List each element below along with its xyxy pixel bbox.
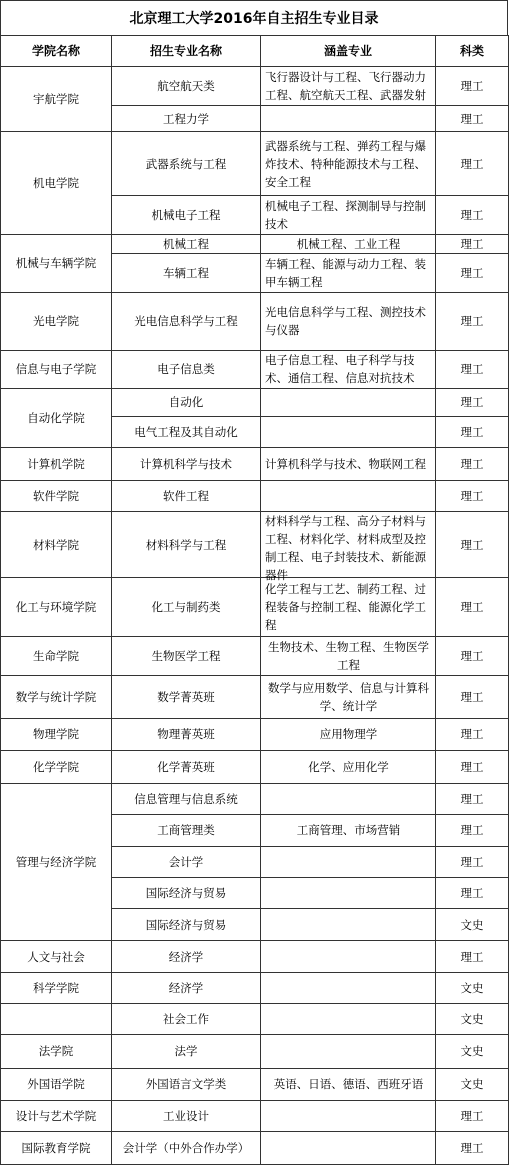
category-cell: 理工 [436, 846, 509, 877]
covered-cell: 计算机科学与技术、物联网工程 [261, 447, 436, 480]
major-cell: 工业设计 [112, 1100, 261, 1131]
table-row [1, 447, 509, 480]
covered-cell [261, 973, 436, 1004]
major-cell: 航空航天类 [112, 67, 261, 106]
school-cell [1, 1004, 112, 1035]
major-catalog-table [0, 35, 509, 1165]
major-cell: 机械电子工程 [112, 196, 261, 235]
table-row [1, 1131, 509, 1164]
major-cell: 外国语言文学类 [112, 1068, 261, 1100]
category-cell: 理工 [436, 814, 509, 846]
covered-cell: 电子信息工程、电子科学与技术、通信工程、信息对抗技术 [261, 350, 436, 388]
category-cell: 理工 [436, 578, 509, 637]
school-cell: 国际教育学院 [1, 1131, 112, 1164]
table-row [1, 67, 509, 106]
covered-cell: 化学工程与工艺、制药工程、过程装备与控制工程、能源化学工程 [261, 578, 436, 637]
category-cell: 理工 [436, 106, 509, 132]
school-cell: 物理学院 [1, 718, 112, 750]
school-cell: 材料学院 [1, 512, 112, 578]
category-cell: 理工 [436, 416, 509, 447]
school-cell: 机械与车辆学院 [1, 235, 112, 292]
category-cell: 理工 [436, 512, 509, 578]
covered-cell [261, 512, 436, 583]
category-cell: 理工 [436, 718, 509, 750]
major-cell: 法学 [112, 1035, 261, 1068]
page-title: 北京理工大学2016年自主招生专业目录 [0, 0, 508, 35]
school-cell: 管理与经济学院 [1, 783, 112, 940]
major-cell: 物理菁英班 [112, 718, 261, 750]
category-cell: 理工 [436, 1100, 509, 1131]
covered-cell [261, 416, 436, 447]
header-category: 科类 [436, 36, 509, 67]
major-cell: 生物医学工程 [112, 637, 261, 675]
major-cell: 化学菁英班 [112, 750, 261, 783]
covered-cell: 机械电子工程、探测制导与控制技术 [261, 196, 436, 235]
table-header-row [1, 36, 509, 67]
table-row [1, 388, 509, 416]
category-cell: 理工 [436, 254, 509, 292]
table-row [1, 1068, 509, 1100]
covered-cell: 英语、日语、德语、西班牙语 [261, 1068, 436, 1100]
table-row [1, 1035, 509, 1068]
school-cell: 人文与社会 [1, 941, 112, 973]
school-cell: 生命学院 [1, 637, 112, 675]
covered-cell: 应用物理学 [261, 718, 436, 750]
table-row [1, 132, 509, 196]
school-cell: 科学学院 [1, 973, 112, 1004]
covered-cell: 机械工程、工业工程 [261, 235, 436, 254]
category-cell: 文史 [436, 909, 509, 941]
category-cell: 理工 [436, 941, 509, 973]
covered-cell [261, 481, 436, 512]
covered-cell: 化学、应用化学 [261, 750, 436, 783]
major-cell: 工程力学 [112, 106, 261, 132]
covered-cell [261, 1035, 436, 1068]
school-cell: 化学学院 [1, 750, 112, 783]
covered-cell: 光电信息科学与工程、测控技术与仪器 [261, 292, 436, 350]
table-row [1, 783, 509, 814]
covered-cell [261, 1004, 436, 1035]
table-row [1, 675, 509, 718]
category-cell: 理工 [436, 388, 509, 416]
category-cell: 理工 [436, 350, 509, 388]
table-row [1, 235, 509, 254]
category-cell: 理工 [436, 447, 509, 480]
table-row [1, 941, 509, 973]
covered-cell: 工商管理、市场营销 [261, 814, 436, 846]
category-cell: 理工 [436, 1131, 509, 1164]
covered-cell [261, 1100, 436, 1131]
major-cell: 武器系统与工程 [112, 132, 261, 196]
category-cell: 理工 [436, 132, 509, 196]
category-cell: 理工 [436, 481, 509, 512]
covered-cell [261, 106, 436, 132]
major-cell: 电气工程及其自动化 [112, 416, 261, 447]
covered-cell: 车辆工程、能源与动力工程、装甲车辆工程 [261, 254, 436, 292]
covered-cell [261, 878, 436, 909]
covered-text: 材料科学与工程、高分子材料与工程、材料化学、材料成型及控制工程、电子封装技术、新能源器件 [265, 514, 426, 583]
table-row [1, 578, 509, 637]
table-row [1, 718, 509, 750]
category-cell: 理工 [436, 750, 509, 783]
category-cell: 文史 [436, 973, 509, 1004]
category-cell: 文史 [436, 1035, 509, 1068]
major-cell: 国际经济与贸易 [112, 878, 261, 909]
major-cell: 经济学 [112, 973, 261, 1004]
table-row [1, 292, 509, 350]
school-cell: 设计与艺术学院 [1, 1100, 112, 1131]
category-cell: 理工 [436, 67, 509, 106]
table-row [1, 512, 509, 578]
school-cell: 宇航学院 [1, 67, 112, 132]
category-cell: 理工 [436, 878, 509, 909]
school-cell: 计算机学院 [1, 447, 112, 480]
major-cell: 会计学（中外合作办学） [112, 1131, 261, 1164]
table-row [1, 637, 509, 675]
covered-cell: 生物技术、生物工程、生物医学工程 [261, 637, 436, 675]
covered-cell [261, 909, 436, 941]
school-cell: 法学院 [1, 1035, 112, 1068]
major-cell: 信息管理与信息系统 [112, 783, 261, 814]
major-cell: 软件工程 [112, 481, 261, 512]
major-cell: 化工与制药类 [112, 578, 261, 637]
major-cell: 计算机科学与技术 [112, 447, 261, 480]
major-cell: 数学菁英班 [112, 675, 261, 718]
major-cell: 会计学 [112, 846, 261, 877]
covered-cell [261, 846, 436, 877]
major-cell: 电子信息类 [112, 350, 261, 388]
major-cell: 车辆工程 [112, 254, 261, 292]
category-cell: 理工 [436, 675, 509, 718]
header-covered: 涵盖专业 [261, 36, 436, 67]
covered-cell [261, 941, 436, 973]
school-cell: 信息与电子学院 [1, 350, 112, 388]
header-school: 学院名称 [1, 36, 112, 67]
covered-cell: 武器系统与工程、弹药工程与爆炸技术、特种能源技术与工程、安全工程 [261, 132, 436, 196]
major-cell: 社会工作 [112, 1004, 261, 1035]
category-cell: 文史 [436, 1004, 509, 1035]
category-cell: 文史 [436, 1068, 509, 1100]
major-cell: 国际经济与贸易 [112, 909, 261, 941]
school-cell: 外国语学院 [1, 1068, 112, 1100]
covered-cell [261, 783, 436, 814]
major-cell: 自动化 [112, 388, 261, 416]
header-major: 招生专业名称 [112, 36, 261, 67]
major-cell: 经济学 [112, 941, 261, 973]
table-row [1, 481, 509, 512]
major-cell: 机械工程 [112, 235, 261, 254]
table-row [1, 750, 509, 783]
covered-cell: 飞行器设计与工程、飞行器动力工程、航空航天工程、武器发射 [261, 67, 436, 106]
school-cell: 机电学院 [1, 132, 112, 235]
category-cell: 理工 [436, 235, 509, 254]
category-cell: 理工 [436, 292, 509, 350]
category-cell: 理工 [436, 637, 509, 675]
covered-cell [261, 388, 436, 416]
school-cell: 数学与统计学院 [1, 675, 112, 718]
major-cell: 光电信息科学与工程 [112, 292, 261, 350]
covered-cell: 数学与应用数学、信息与计算科学、统计学 [261, 675, 436, 718]
table-row [1, 1004, 509, 1035]
school-cell: 光电学院 [1, 292, 112, 350]
major-cell: 工商管理类 [112, 814, 261, 846]
table-row [1, 350, 509, 388]
table-row [1, 973, 509, 1004]
covered-cell [261, 1131, 436, 1164]
category-cell: 理工 [436, 783, 509, 814]
table-row [1, 1100, 509, 1131]
school-cell: 自动化学院 [1, 388, 112, 447]
school-cell: 化工与环境学院 [1, 578, 112, 637]
category-cell: 理工 [436, 196, 509, 235]
school-cell: 软件学院 [1, 481, 112, 512]
major-cell: 材料科学与工程 [112, 512, 261, 578]
